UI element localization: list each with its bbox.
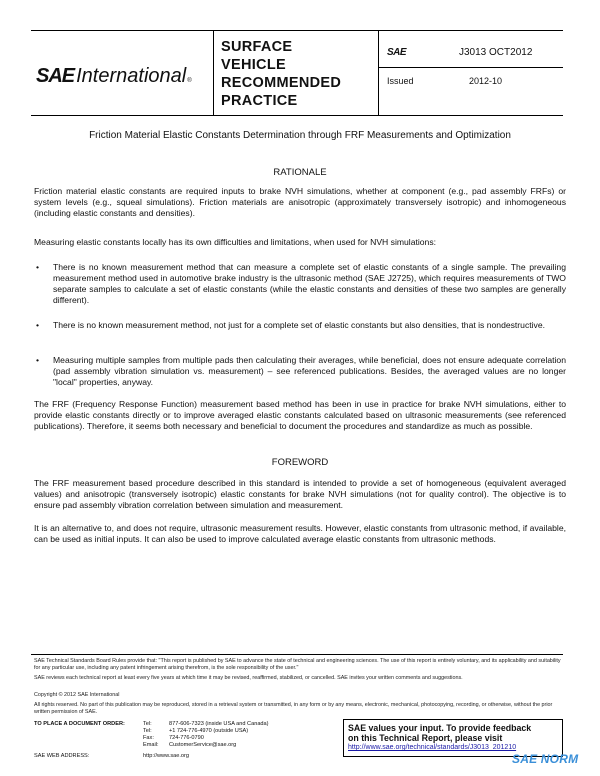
fax-label: Fax: xyxy=(143,735,154,741)
sae-international-logo xyxy=(36,65,212,87)
rationale-paragraph-2: Measuring elastic constants locally has its own difficulties and limitations, when used for NVH simulations: xyxy=(34,237,437,247)
order-label: TO PLACE A DOCUMENT ORDER: xyxy=(34,721,125,727)
doc-type-line: VEHICLE xyxy=(221,57,286,73)
document-header xyxy=(31,30,563,116)
bullet-glyph: • xyxy=(36,262,40,272)
rights-notice: All rights reserved. No part of this publication may be reproduced, stored in a retrieval system or transmitted, in any form or by any means, electronic, mechanical, photocopying, recording, or otherwise, without the prior written permission of SAE. xyxy=(34,702,553,715)
tel2-label: Tel: xyxy=(143,728,152,734)
doc-type-line: PRACTICE xyxy=(221,93,298,109)
email-link[interactable]: CustomerService@sae.org xyxy=(169,742,237,748)
header-divider-right xyxy=(378,30,379,116)
logo-international-text: International xyxy=(76,65,187,87)
review-notice: SAE reviews each technical report at least every five years at which time it may be revised, reaffirmed, stabilized, or cancelled. SAE invites your written comments and suggestions. xyxy=(34,675,463,681)
issued-label: Issued xyxy=(387,76,414,86)
web-label: SAE WEB ADDRESS: xyxy=(34,753,90,759)
header-cell-divider xyxy=(378,67,563,68)
foreword-paragraph-1: The FRF measurement based procedure described in this standard is intended to provide a set of homogeneous (equivalent averaged values) and anisotropic (transversely isotropic) elastic constants for brake NVH simulations (not for quality control). The objective is to ensure pad assembly vibration correlation between simulation and measurement. xyxy=(34,478,566,510)
bullet-text: Measuring multiple samples from multiple pads then calculating their averages, while beneficial, does not ensure adequate correlation (pad assembly vibration simulation vs. measurement) – see referenced publications. Besides, the averaged values are no longer "local" properties, anyway. xyxy=(53,355,566,387)
header-divider-left xyxy=(213,30,214,116)
bullet-text: There is no known measurement method that can measure a complete set of elastic constants of a single sample. The prevailing measurement method used in automotive brake industry is the ultrasonic method (SAE J2725), which requires measurements of TWO separate samples to calculate a set of elastic constants (while the elastic constants and densities of these two samples are generally different). xyxy=(53,262,566,305)
header-top-rule xyxy=(31,30,563,31)
bullet-glyph: • xyxy=(36,320,40,330)
foreword-paragraph-2: It is an alternative to, and does not require, ultrasonic measurement results. However, elastic constants from ultrasonic method, if available, can be used as initial inputs. It can also be used to improve calculated average elastic constants from ultrasonic methods. xyxy=(34,523,566,544)
header-bottom-rule xyxy=(31,115,563,116)
doc-type-line: RECOMMENDED xyxy=(221,75,342,91)
tel-value: 877-606-7323 (inside USA and Canada) xyxy=(169,721,269,727)
doc-type-line: SURFACE xyxy=(221,39,293,55)
document-type xyxy=(221,38,376,110)
foreword-heading: FOREWORD xyxy=(271,457,329,468)
document-title: Friction Material Elastic Constants Determination through FRF Measurements and Optimization xyxy=(89,130,511,141)
logo-trademark: ® xyxy=(187,78,192,84)
bullet-glyph: • xyxy=(36,355,40,365)
web-link[interactable]: http://www.sae.org xyxy=(143,753,190,759)
rationale-heading: RATIONALE xyxy=(273,167,327,178)
rationale-paragraph-1: Friction material elastic constants are required inputs to brake NVH simulations, whether at component (e.g., pad assembly FRFs) or system levels (e.g., squeal simulations). Friction materials are anisotropic (approximately transversely isotropic) and inhomogeneous (including elastic constants and densities). xyxy=(34,186,566,218)
footer-rule xyxy=(31,654,563,655)
fax-value: 724-776-0790 xyxy=(169,735,204,741)
copyright-notice: Copyright © 2012 SAE International xyxy=(34,692,120,698)
tel2-value: +1 724-776-4970 (outside USA) xyxy=(169,728,249,734)
email-label: Email: xyxy=(143,742,159,748)
document-number: J3013 OCT2012 xyxy=(459,47,533,58)
feedback-line-2: on this Technical Report, please visit xyxy=(348,733,503,743)
logo-sae-text: SAE xyxy=(36,65,75,87)
rationale-paragraph-3: The FRF (Frequency Response Function) measurement based method has been in use in practice for brake NVH simulations, either to provide elastic constants directly or to improve averaged elastic constants calculated based on ultrasonic measurements (see referenced publications). Therefore, it seems both necessary and beneficial to document the procedures and standardize as much as possible. xyxy=(34,399,566,431)
feedback-line-1: SAE values your input. To provide feedback xyxy=(348,723,532,733)
tel-label: Tel: xyxy=(143,721,152,727)
issued-date: 2012-10 xyxy=(469,76,503,86)
mini-sae-logo: SAE xyxy=(387,47,407,58)
watermark: SAE NORM xyxy=(512,752,579,766)
feedback-link[interactable]: http://www.sae.org/technical/standards/J3013_201210 xyxy=(348,744,517,751)
board-rules-notice: SAE Technical Standards Board Rules provide that: "This report is published by SAE to advance the state of technical and engineering sciences. The use of this report is entirely voluntary, and its applicability and suitability for any particular use, including any patent infringement arising therefrom, is the sole responsibility of the user." xyxy=(34,658,561,671)
bullet-text: There is no known measurement method, not just for a complete set of elastic constants but also densities, that is nondestructive. xyxy=(53,320,546,330)
